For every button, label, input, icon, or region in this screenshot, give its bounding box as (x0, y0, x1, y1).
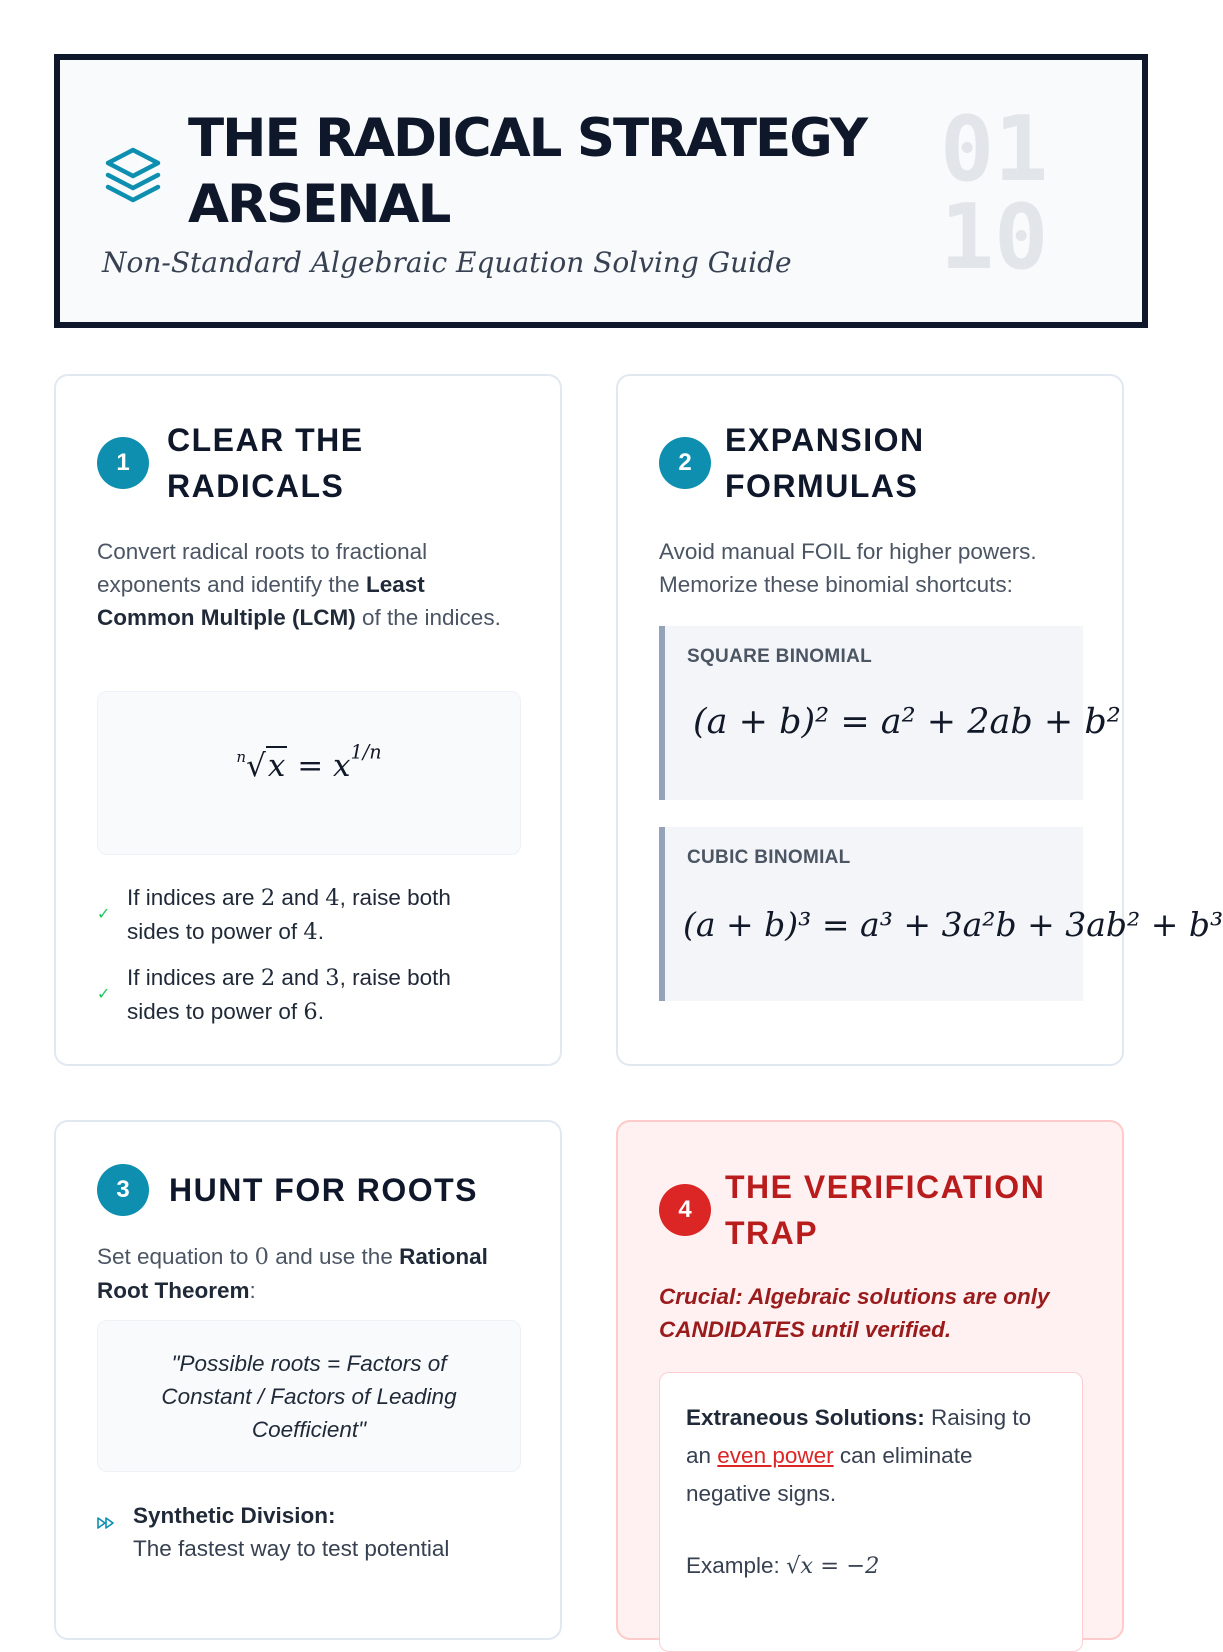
card-title: EXPANSION FORMULAS (725, 422, 925, 504)
step-number-badge: 3 (97, 1164, 149, 1216)
warning-text: Crucial: Algebraic solutions are only CANDIDATES until verified. (659, 1284, 1050, 1342)
cubic-binomial-block (659, 827, 1223, 1001)
extraneous-solutions-box (659, 1372, 1083, 1652)
fast-forward-icon (97, 1516, 115, 1530)
card-clear-radicals (54, 374, 562, 1066)
step-number-badge: 1 (97, 437, 149, 489)
even-power-link[interactable]: even power (717, 1443, 834, 1468)
theorem-quote-box (97, 1320, 521, 1472)
card-verification-trap (616, 1120, 1124, 1640)
theorem-quote: "Possible roots = Factors of Constant / Factors of Leading Coefficient" (161, 1351, 457, 1442)
cubic-binomial-label: CUBIC BINOMIAL (687, 847, 851, 868)
card-title: HUNT FOR ROOTS (169, 1172, 478, 1208)
extraneous-solutions-text: Extraneous Solutions: Raising to an even power can eliminate negative signs. (686, 1405, 1032, 1506)
card-title: THE VERIFICATION TRAP (725, 1169, 1046, 1251)
page-subtitle: Non-Standard Algebraic Equation Solving Guide (102, 246, 792, 279)
check-icon: ✓ (97, 986, 111, 1003)
layers-icon (102, 144, 164, 206)
list-item: If indices are 2 and 4, raise both sides to power of 4. (127, 885, 451, 945)
radical-exponent-formula: $^n√x = x^{1/n}$ (236, 740, 382, 784)
card-expansion-formulas (616, 374, 1223, 1066)
synthetic-division-item: Synthetic Division: The fastest way to test potential (133, 1503, 450, 1561)
square-binomial-label: SQUARE BINOMIAL (687, 646, 872, 667)
list-item: If indices are 2 and 3, raise both sides to power of 6. (127, 965, 451, 1025)
card-description: Avoid manual FOIL for higher powers. Memorize these binomial shortcuts: (659, 539, 1037, 597)
cubic-binomial-formula: (a + b)³ = a³ + 3a²b + 3ab² + b³ (683, 905, 1223, 944)
card-hunt-for-roots (54, 1120, 562, 1640)
step-number-badge: 4 (659, 1184, 711, 1236)
page-title: THE RADICAL STRATEGY ARSENAL (188, 108, 866, 235)
card-title: CLEAR THE RADICALS (167, 422, 364, 504)
square-binomial-formula: (a + b)² = a² + 2ab + b² (693, 702, 1121, 742)
binary-decoration: 01 10 (940, 97, 1049, 290)
card-description: Set equation to 0 and use the Rational Root Theorem: (97, 1244, 488, 1303)
title-banner (54, 54, 1148, 328)
example-text: Example: √x = −2 (686, 1553, 880, 1579)
step-number-badge: 2 (659, 437, 711, 489)
card-description: Convert radical roots to fractional exponents and identify the Least Common Multiple (LCM) of the indices. (97, 539, 501, 630)
square-binomial-block (659, 626, 1121, 800)
check-icon: ✓ (97, 906, 111, 923)
formula-box (97, 691, 521, 855)
